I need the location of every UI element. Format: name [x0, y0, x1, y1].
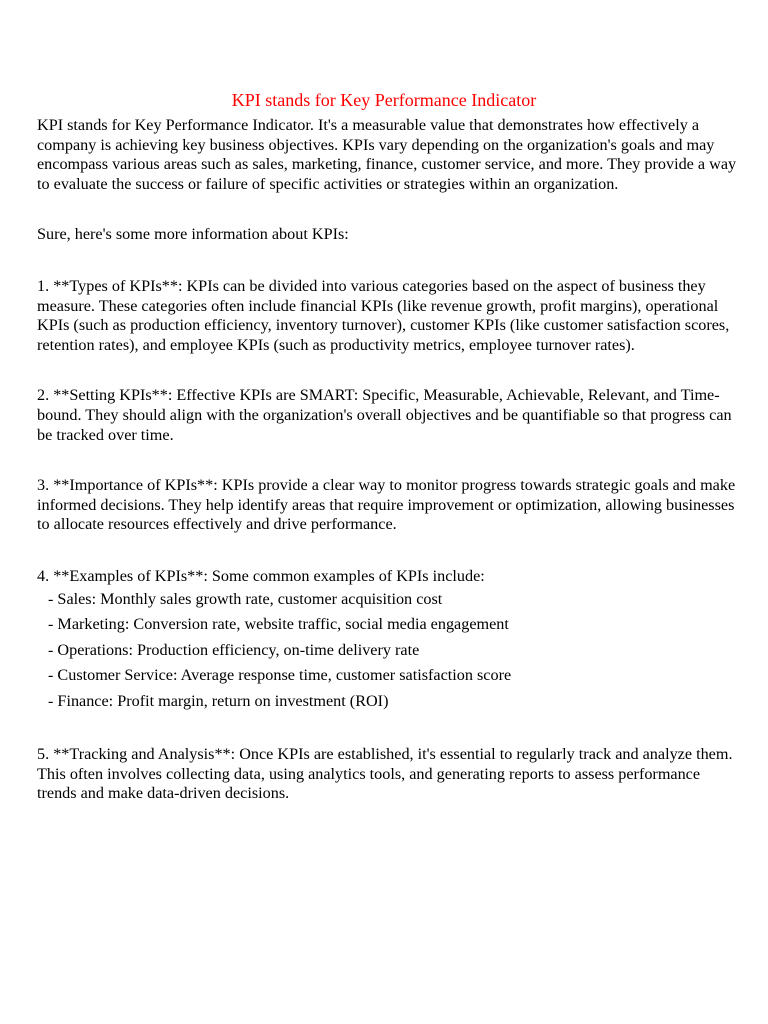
- point-types-of-kpis: 1. **Types of KPIs**: KPIs can be divided into various categories based on the aspect of business they measure. These categories often include financial KPIs (like revenue growth, profit margins), operational KPIs (such as production efficiency, inventory turnover), customer KPIs (like customer satisfaction scores, retention rates), and employee KPIs (such as productivity metrics, employee turnover rates).: [37, 276, 730, 354]
- point-setting-kpis: 2. **Setting KPIs**: Effective KPIs are SMART: Specific, Measurable, Achievable, Relevant, and Time-bound. They should align with the organization's overall objectives and be quantifiable so that progress can be tracked over time.: [37, 386, 732, 444]
- examples-heading: 4. **Examples of KPIs**: Some common examples of KPIs include:: [37, 566, 485, 585]
- point-tracking-and-analysis: 5. **Tracking and Analysis**: Once KPIs are established, it's essential to regularly track and analyze them. This often involves collecting data, using analytics tools, and generating reports to assess performance trends and make data-driven decisions.: [37, 744, 733, 803]
- document-title: KPI stands for Key Performance Indicator: [231, 90, 537, 110]
- example-item-finance: - Finance: Profit margin, return on investment (ROI): [48, 691, 389, 710]
- example-item-marketing: - Marketing: Conversion rate, website traffic, social media engagement: [48, 615, 509, 634]
- point-examples-of-kpis: [37, 566, 737, 714]
- example-item-customer-service: - Customer Service: Average response time, customer satisfaction score: [48, 666, 512, 685]
- example-item-sales: - Sales: Monthly sales growth rate, customer acquisition cost: [48, 589, 443, 608]
- example-item-operations: - Operations: Production efficiency, on-time delivery rate: [48, 640, 420, 659]
- document-body: [37, 116, 737, 835]
- intro-paragraph: KPI stands for Key Performance Indicator. It's a measurable value that demonstrates how effectively a company is achieving key business objectives. KPIs vary depending on the organization's goals and may encompass various areas such as sales, marketing, finance, customer service, and more. They provide a way to evaluate the success or failure of specific activities or strategies within an organization.: [37, 116, 737, 193]
- point-importance-of-kpis: 3. **Importance of KPIs**: KPIs provide a clear way to monitor progress towards strategic goals and make informed decisions. They help identify areas that require improvement or optimization, allowing businesses to allocate resources effectively and drive performance.: [37, 476, 736, 534]
- lead-paragraph: Sure, here's some more information about KPIs:: [37, 225, 349, 244]
